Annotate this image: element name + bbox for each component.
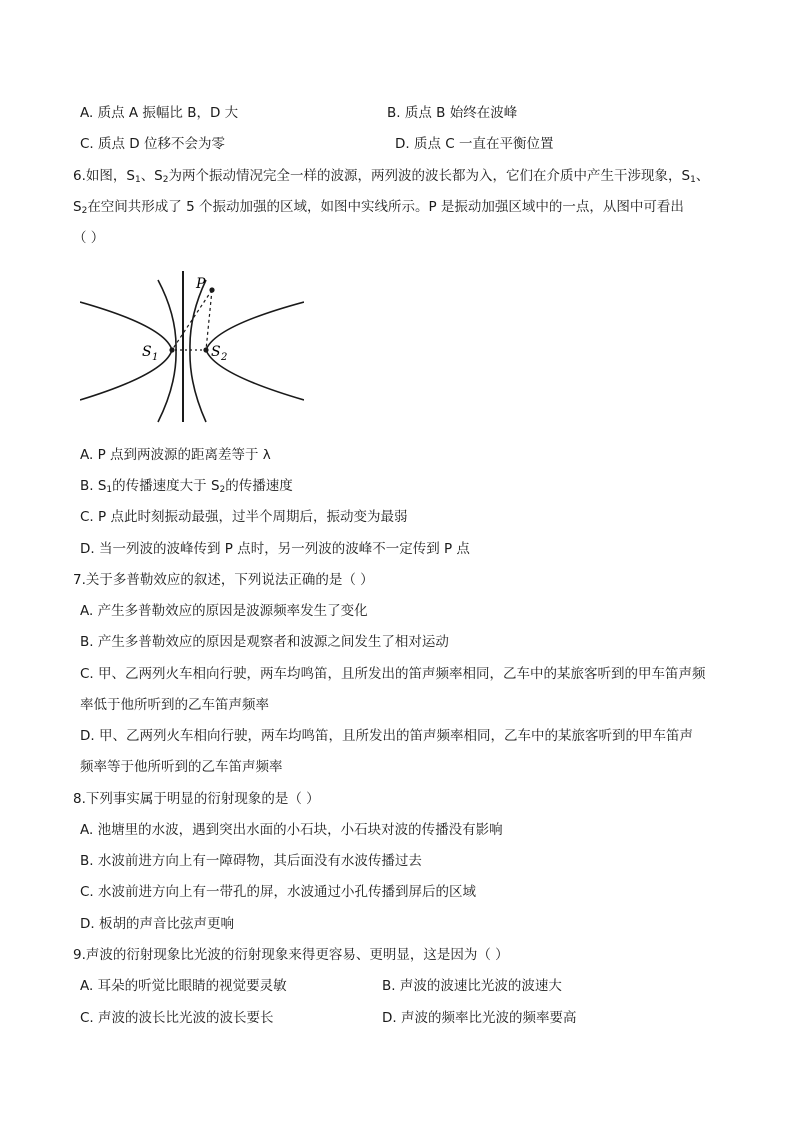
q8-option-c[interactable]: C. 水波前进方向上有一带孔的屏，水波通过小孔传播到屏后的区域 — [80, 884, 477, 900]
q9-option-b[interactable]: B. 声波的波速比光波的波速大 — [382, 978, 562, 994]
q6-stem-line1: 6.如图，$S_1$、$S_2$为两个振动情况完全一样的波源，两列波的波长都为入，它们在介质中产生干涉现象，$S_1$、 — [73, 168, 710, 185]
label-s1-sub: 1 — [152, 352, 159, 363]
q8-stem: 8.下列事实属于明显的衍射现象的是（ ） — [73, 791, 320, 807]
q6-stem-line2: $S_2$在空间共形成了 5 个振动加强的区域，如图中实线所示。P 是振动加强区域中的一点，从图中可看出 — [73, 199, 684, 216]
label-s1: S — [142, 344, 152, 360]
q7-option-d-line2[interactable]: 频率等于他所听到的乙车笛声频率 — [80, 759, 283, 775]
p-to-s1-dashed — [172, 290, 212, 350]
source-s1 — [169, 347, 174, 352]
q5-option-c[interactable]: C. 质点 D 位移不会为零 — [80, 136, 225, 152]
label-s2-sub: 2 — [221, 352, 228, 363]
q5-option-b[interactable]: B. 质点 B 始终在波峰 — [387, 105, 518, 121]
source-s2 — [203, 347, 208, 352]
q9-option-a[interactable]: A. 耳朵的听觉比眼睛的视觉要灵敏 — [80, 978, 287, 994]
q6-option-a[interactable]: A. P 点到两波源的距离差等于 λ — [80, 447, 271, 463]
hyperbola-left-inner — [80, 302, 172, 400]
q6-option-b[interactable]: B. $S_1$的传播速度大于 $S_2$的传播速度 — [80, 478, 293, 495]
q8-option-d[interactable]: D. 板胡的声音比弦声更响 — [80, 916, 234, 932]
label-p: P — [196, 276, 206, 292]
q9-option-d[interactable]: D. 声波的频率比光波的频率要高 — [382, 1010, 577, 1026]
q6-option-d[interactable]: D. 当一列波的波峰传到 P 点时，另一列波的波峰不一定传到 P 点 — [80, 541, 470, 557]
q6-option-c[interactable]: C. P 点此时刻振动最强，过半个周期后，振动变为最弱 — [80, 509, 408, 525]
q7-option-a[interactable]: A. 产生多普勒效应的原因是波源频率发生了变化 — [80, 603, 368, 619]
q7-option-c-line2[interactable]: 率低于他所听到的乙车笛声频率 — [80, 697, 269, 713]
q7-option-c-line1[interactable]: C. 甲、乙两列火车相向行驶，两车均鸣笛，且所发出的笛声频率相同，乙车中的某旅客听到的甲车笛声频 — [80, 666, 706, 682]
q8-option-a[interactable]: A. 池塘里的水波，遇到突出水面的小石块，小石块对波的传播没有影响 — [80, 822, 503, 838]
q9-stem: 9.声波的衍射现象比光波的衍射现象来得更容易、更明显，这是因为（ ） — [73, 947, 509, 963]
q5-option-a[interactable]: A. 质点 A 振幅比 B，D 大 — [80, 105, 239, 121]
point-p — [209, 287, 214, 292]
q7-stem: 7.关于多普勒效应的叙述，下列说法正确的是（ ） — [73, 572, 374, 588]
interference-diagram — [80, 266, 304, 426]
label-s2: S — [211, 344, 221, 360]
q5-option-d[interactable]: D. 质点 C 一直在平衡位置 — [395, 136, 554, 152]
hyperbola-right-outer — [206, 302, 304, 400]
hyperbola-right-inner — [190, 280, 206, 422]
q8-option-b[interactable]: B. 水波前进方向上有一障碍物，其后面没有水波传播过去 — [80, 853, 422, 869]
q7-option-d-line1[interactable]: D. 甲、乙两列火车相向行驶，两车均鸣笛，且所发出的笛声频率相同，乙车中的某旅客听到的甲车笛声 — [80, 728, 693, 744]
q9-option-c[interactable]: C. 声波的波长比光波的波长要长 — [80, 1010, 274, 1026]
q7-option-b[interactable]: B. 产生多普勒效应的原因是观察者和波源之间发生了相对运动 — [80, 634, 449, 650]
q6-answer-blank: （ ） — [73, 230, 105, 246]
